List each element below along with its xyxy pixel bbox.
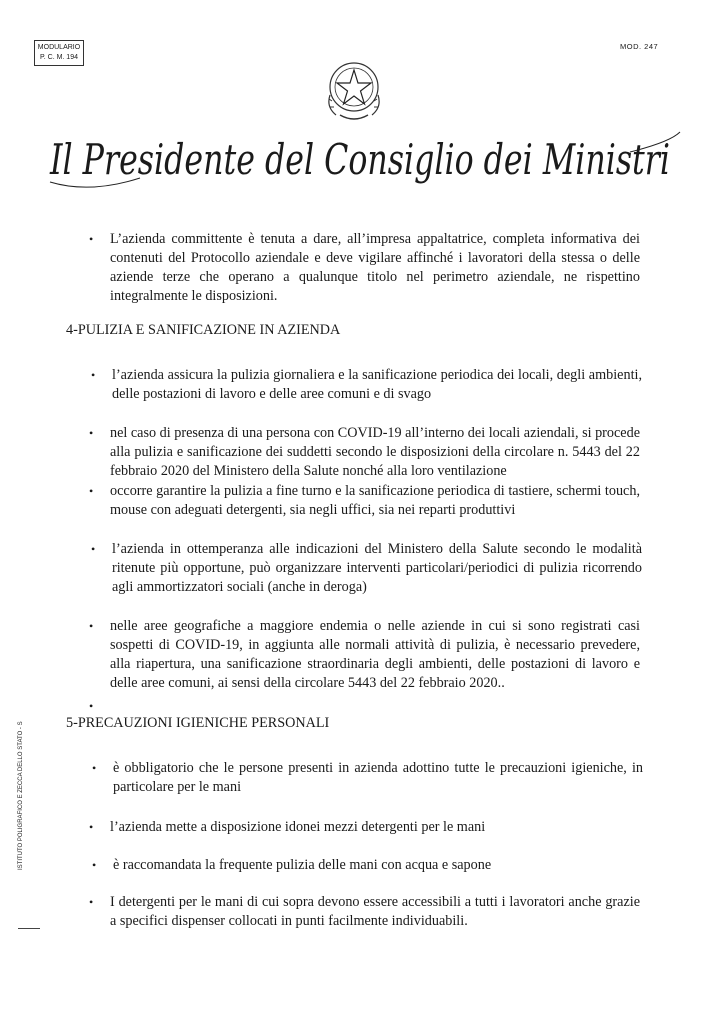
bullet-icon: • (91, 368, 96, 382)
list-item-text: è raccomandata la frequente pulizia delle mani con acqua e sapone (113, 857, 492, 873)
list-item (89, 617, 640, 693)
modulario-line-1: MODULARIO (37, 44, 81, 51)
list-item (92, 856, 643, 875)
list-item (89, 818, 640, 837)
bullet-icon: • (89, 232, 94, 246)
list-item-text: è obbligatorio che le persone presenti in azienda adottino tutte le precauzioni igieniche, in particolare per le mani (113, 760, 643, 795)
list-item-text: l’azienda in ottemperanza alle indicazioni del Ministero della Salute secondo le modalità ritenute più opportune, può organizzare interventi particolari/periodici di pulizia ricorrendo agli ammortizzatori sociali (anche in deroga) (112, 541, 642, 595)
list-item (89, 230, 640, 306)
page-heading-text: Il Presidente del Consiglio dei Ministri (49, 135, 671, 184)
list-item-text: nelle aree geografiche a maggiore endemia o nelle aziende in cui si sono registrati casi sospetti di COVID-19, in aggiunta alle normali attività di pulizia, è necessario prevedere, alla riapertura, una sanificazione straordinaria degli ambienti, delle postazioni di lavoro e delle aree comuni, ai sensi della circolare 5443 del 22 febbraio 2020.. (110, 618, 640, 691)
model-number: MOD. 247 (620, 42, 659, 51)
list-item (89, 482, 640, 520)
list-item (89, 424, 640, 481)
bullet-icon: • (89, 484, 94, 498)
list-item-text: l’azienda mette a disposizione idonei mezzi detergenti per le mani (110, 819, 486, 835)
list-item-text: l’azienda assicura la pulizia giornaliera e la sanificazione periodica dei locali, degli ambienti, delle postazioni di lavoro e delle aree comuni e di svago (112, 367, 642, 402)
list-item-text: nel caso di presenza di una persona con COVID-19 all’interno dei locali aziendali, si procede alla pulizia e sanificazione dei suddetti secondo le disposizioni della circolare n. 5443 del 22 febbraio 2020 del Ministero della Salute nonché alla loro ventilazione (110, 425, 640, 479)
list-item (92, 759, 643, 797)
list-item (91, 366, 642, 404)
bullet-icon: • (89, 699, 94, 713)
bullet-icon: • (89, 895, 94, 909)
bullet-icon: • (89, 619, 94, 633)
section-heading: 5-PRECAUZIONI IGIENICHE PERSONALI (66, 715, 330, 731)
bullet-icon: • (91, 542, 96, 556)
list-item-text: I detergenti per le mani di cui sopra devono essere accessibili a tutti i lavoratori anche grazie a specifici dispenser collocati in punti facilmente individuabili. (110, 894, 640, 929)
modulario-line-2: P. C. M. 194 (39, 54, 78, 61)
bullet-icon: • (92, 761, 97, 775)
bullet-icon: • (92, 858, 97, 872)
section-heading: 4-PULIZIA E SANIFICAZIONE IN AZIENDA (66, 322, 341, 338)
bullet-icon: • (89, 426, 94, 440)
list-item (89, 893, 640, 931)
bullet-icon: • (89, 820, 94, 834)
printer-note: ISTITUTO POLIGRAFICO E ZECCA DELLO STATO - S (18, 721, 24, 870)
list-item-text: occorre garantire la pulizia a fine turno e la sanificazione periodica di tastiere, schermi touch, mouse con adeguati detergenti, sia negli uffici, sia nei reparti produttivi (110, 483, 640, 518)
list-item (91, 540, 642, 597)
list-item-text: L’azienda committente è tenuta a dare, all’impresa appaltatrice, completa informativa dei contenuti del Protocollo aziendale e deve vigilare affinché i lavoratori della stessa o delle aziende terze che operano a qualunque titolo nel perimetro aziendale, ne rispettino integralmente le disposizioni. (110, 231, 640, 304)
